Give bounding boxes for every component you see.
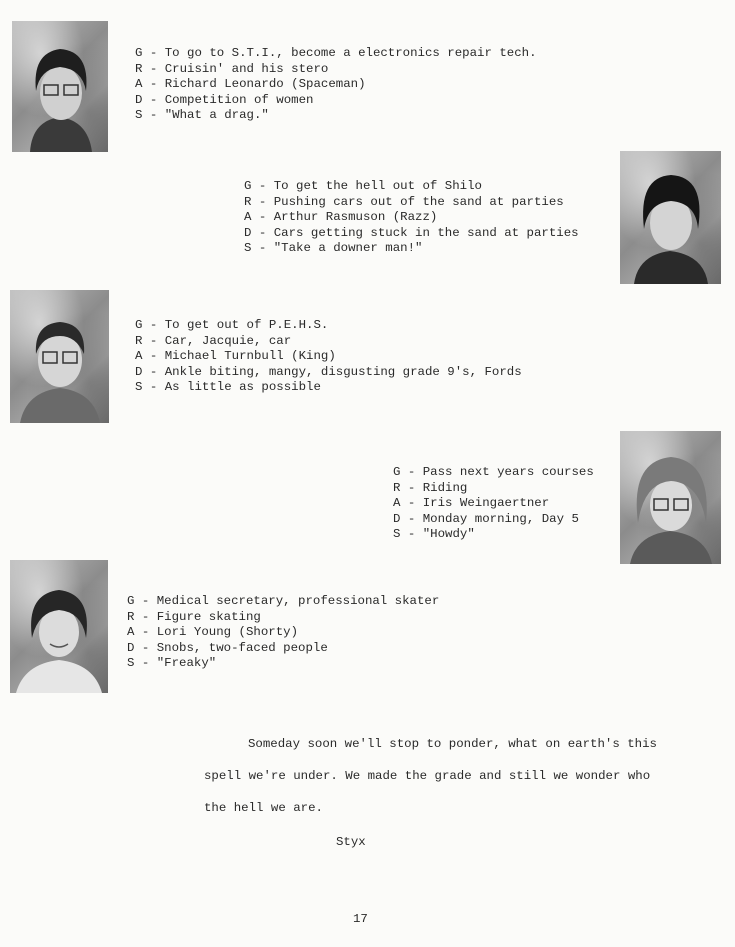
student-photo-arthur	[620, 151, 721, 284]
student-photo-michael	[10, 290, 109, 423]
entry-saying: S - "Howdy"	[393, 527, 475, 541]
entry-goal: G - Pass next years courses	[393, 465, 594, 479]
entry-alias: A - Arthur Rasmuson (Razz)	[244, 210, 438, 224]
portrait-illustration	[12, 21, 108, 152]
entry-dislike: D - Competition of women	[135, 92, 314, 107]
portrait-illustration	[10, 560, 108, 693]
entry-rut: R - Car, Jacquie, car	[135, 333, 292, 348]
entry-rut: R - Riding	[393, 480, 468, 495]
entry-rut: R - Cruisin' and his stero	[135, 61, 329, 76]
quote-line-2: spell we're under. We made the grade and still we wonder who	[204, 769, 651, 783]
entry-alias: A - Lori Young (Shorty)	[127, 625, 299, 639]
page-number: 17	[353, 912, 368, 926]
entry-dislike: D - Cars getting stuck in the sand at parties	[244, 225, 579, 240]
student-photo-richard	[12, 21, 108, 152]
portrait-illustration	[10, 290, 109, 423]
student-entry-2	[244, 179, 579, 257]
student-photo-lori	[10, 560, 108, 693]
entry-goal: G - To go to S.T.I., become a electronics repair tech.	[135, 46, 537, 60]
student-entry-3	[135, 318, 522, 396]
entry-goal: G - To get the hell out of Shilo	[244, 179, 482, 193]
entry-dislike: D - Ankle biting, mangy, disgusting grade 9's, Fords	[135, 364, 522, 379]
student-entry-5	[127, 594, 439, 672]
student-entry-4	[393, 465, 594, 543]
entry-goal: G - To get out of P.E.H.S.	[135, 318, 329, 332]
entry-rut: R - Pushing cars out of the sand at parties	[244, 194, 564, 209]
entry-alias: A - Michael Turnbull (King)	[135, 349, 336, 363]
entry-saying: S - "Freaky"	[127, 656, 217, 670]
portrait-illustration	[620, 151, 721, 284]
entry-rut: R - Figure skating	[127, 609, 261, 624]
entry-alias: A - Richard Leonardo (Spaceman)	[135, 77, 366, 91]
entry-saying: S - "Take a downer man!"	[244, 241, 423, 255]
student-photo-iris	[620, 431, 721, 564]
entry-saying: S - "What a drag."	[135, 108, 269, 122]
quote-line-1: Someday soon we'll stop to ponder, what on earth's this	[248, 737, 657, 751]
portrait-illustration	[620, 431, 721, 564]
entry-alias: A - Iris Weingaertner	[393, 496, 550, 510]
student-entry-1	[135, 46, 537, 124]
entry-dislike: D - Snobs, two-faced people	[127, 640, 328, 655]
entry-goal: G - Medical secretary, professional skater	[127, 594, 440, 608]
entry-dislike: D - Monday morning, Day 5	[393, 511, 579, 526]
entry-saying: S - As little as possible	[135, 380, 321, 394]
quote-line-3: the hell we are.	[204, 801, 323, 815]
quote-attribution: Styx	[336, 835, 366, 849]
